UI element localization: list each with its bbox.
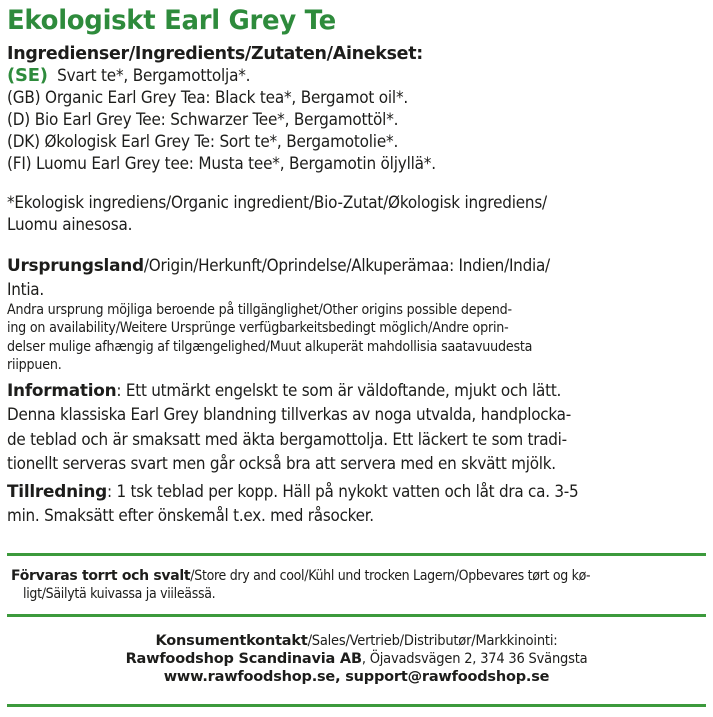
ingredient-line-d: (D) Bio Earl Grey Tee: Schwarzer Tee*, Bergamottöl*.	[7, 110, 399, 130]
origin-disclaimer-line: delser mulige afhængig af tilgængelighed/Muut alkuperät mahdollisia saatavuudesta	[7, 338, 533, 355]
preparation-line-1	[7, 480, 703, 505]
contact-label: Konsumentkontakt	[155, 633, 308, 649]
se-language-code: (SE)	[7, 65, 48, 86]
information-line-1	[7, 379, 703, 404]
information-label: Information	[7, 380, 117, 401]
ingredients-label: Ingredienser	[7, 44, 129, 64]
origin-label: Ursprungsland	[7, 256, 144, 276]
ingredient-line-gb: (GB) Organic Earl Grey Tea: Black tea*, Bergamot oil*.	[7, 88, 409, 108]
organic-note-line-2: Luomu ainesosa.	[7, 215, 133, 235]
contact-line-2	[0, 650, 713, 668]
information-line: Denna klassiska Earl Grey blandning tillverkas av noga utvalda, handplocka-	[7, 405, 571, 425]
product-title: Ekologiskt Earl Grey Te	[7, 5, 336, 36]
divider-middle	[7, 614, 706, 617]
ingredient-line-fi: (FI) Luomu Earl Grey tee: Musta tee*, Bergamotin öljyllä*.	[7, 154, 436, 174]
origin-disclaimer-line: ing on availability/Weitere Ursprünge verfügbarkeitsbedingt möglich/Andre oprin-	[7, 320, 509, 336]
label-content	[7, 3, 707, 529]
organic-note-line-1: *Ekologisk ingrediens/Organic ingredient/Bio-Zutat/Økologisk ingrediens/	[7, 193, 547, 213]
information-line: tionellt serveras svart men går också bra att servera med en skvätt mjölk.	[7, 454, 556, 474]
storage-line-1	[11, 567, 701, 585]
origin-line-2: Intia.	[7, 279, 44, 300]
preparation-text: : 1 tsk teblad per kopp. Häll på nykokt vatten och låt dra ca. 3-5	[107, 481, 579, 502]
storage-section	[11, 567, 701, 603]
information-section	[7, 379, 705, 477]
origin-disclaimer-line: Andra ursprung möjliga beroende på tillgänglighet/Other origins possible depend-	[7, 301, 512, 318]
divider-top	[7, 553, 706, 556]
storage-line-2: ligt/Säilytä kuivassa ja viileässä.	[23, 586, 216, 602]
se-ingredients-text: Svart te*, Bergamottolja*.	[57, 66, 251, 86]
origin-text: /Origin/Herkunft/Oprindelse/Alkuperämaa: Indien/India/	[143, 256, 550, 276]
preparation-section	[7, 480, 705, 529]
origin-disclaimer-line: riippuen.	[7, 357, 62, 373]
contact-label-translations: /Sales/Vertrieb/Distributør/Markkinointi:	[307, 633, 558, 649]
information-line: de teblad och är smaksatt med äkta bergamottolja. Ett läckert te som tradi-	[7, 429, 567, 450]
ingredients-label-translations: /Ingredients/Zutaten/Ainekset:	[128, 44, 423, 64]
ingredient-line-se	[7, 65, 705, 87]
storage-text: /Store dry and cool/Kühl und trocken Lagern/Opbevares tørt og kø-	[190, 568, 591, 584]
origin-disclaimer	[7, 301, 705, 375]
contact-web-email: www.rawfoodshop.se, support@rawfoodshop.se	[163, 669, 550, 685]
ingredients-heading	[7, 43, 705, 65]
company-address: , Öjavadsvägen 2, 374 36 Svängsta	[361, 651, 588, 667]
company-name: Rawfoodshop Scandinavia AB	[125, 651, 362, 667]
organic-note	[7, 192, 705, 236]
preparation-label: Tillredning	[7, 481, 108, 502]
divider-bottom	[7, 704, 706, 707]
origin-section	[7, 254, 705, 301]
origin-line-1	[7, 254, 703, 279]
contact-line-1	[0, 632, 713, 650]
storage-label: Förvaras torrt och svalt	[11, 568, 191, 584]
preparation-line-2: min. Smaksätt efter önskemål t.ex. med råsocker.	[7, 506, 374, 526]
contact-section	[0, 632, 713, 686]
information-text: : Ett utmärkt engelskt te som är väldoftande, mjukt och lätt.	[116, 380, 562, 401]
ingredient-line-dk: (DK) Økologisk Earl Grey Te: Sort te*, Bergamotolie*.	[7, 132, 399, 152]
